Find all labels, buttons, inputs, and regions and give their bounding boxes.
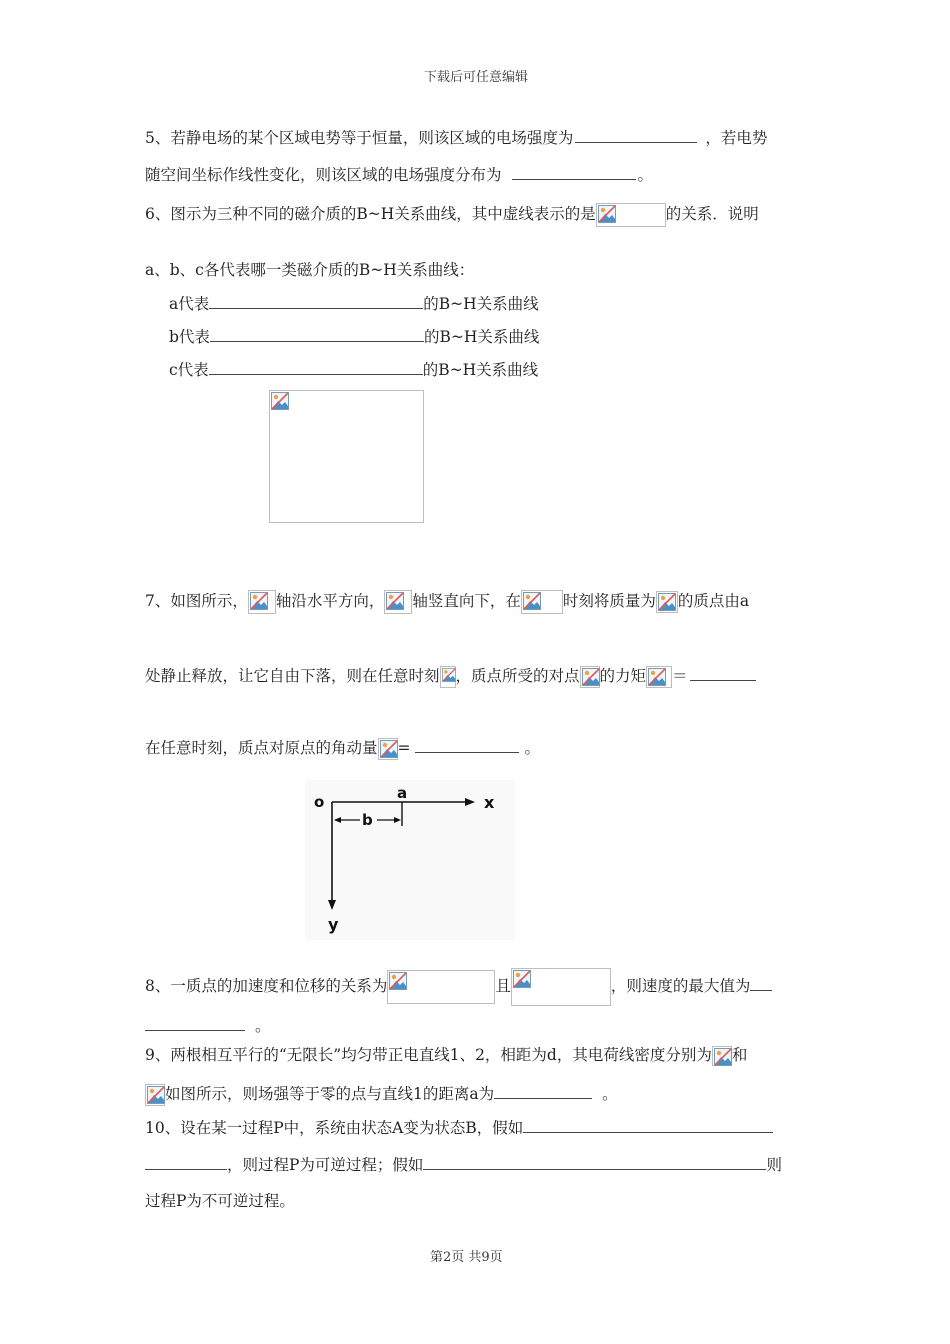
- coordinate-diagram: [305, 780, 515, 940]
- q10-blank-1: [523, 1116, 773, 1133]
- question-9-line-1: [145, 1044, 747, 1066]
- q7-text-3: 轴竖直向下，在: [412, 592, 521, 610]
- q7-mass-image: [656, 591, 678, 613]
- q10-blank-2: [145, 1153, 227, 1170]
- broken-image-icon: [442, 668, 456, 682]
- distance-b-label: b: [362, 811, 373, 829]
- q10-text-2: ，则过程P为可逆过程；假如: [227, 1156, 424, 1174]
- q5-text-3: 随空间坐标作线性变化，则该区域的电场强度分布为: [145, 166, 502, 184]
- q7-angular-momentum-image: [378, 738, 398, 760]
- broken-image-icon: [386, 592, 404, 610]
- broken-image-icon: [389, 972, 407, 990]
- broken-image-icon: [147, 1086, 165, 1104]
- broken-image-icon: [271, 392, 289, 410]
- page-footer: 第2页 共9页: [430, 1250, 503, 1265]
- page-header: 下载后可任意编辑: [424, 70, 529, 85]
- q10-text-3: 则: [766, 1156, 782, 1174]
- q6-answer-a: [169, 292, 539, 315]
- q6-answer-c: [169, 358, 538, 381]
- q7-text-2: 轴沿水平方向，: [275, 592, 385, 610]
- q8-acceleration-formula-image: [387, 970, 495, 1004]
- q7-angular-momentum-blank: [415, 736, 519, 753]
- broken-image-icon: [513, 970, 531, 988]
- q7-text-5: 的质点由a: [677, 592, 750, 610]
- q6-answer-b: [169, 325, 539, 348]
- q6-text-2: 的关系．说明: [665, 205, 759, 223]
- point-a-label: a: [397, 784, 408, 802]
- q8-blank-start: [750, 974, 772, 991]
- q10-text-1: 10、设在某一过程P中，系统由状态A变为状态B，假如: [145, 1119, 524, 1137]
- q5-blank-2: [512, 163, 636, 180]
- question-7-line-3: [145, 736, 540, 760]
- q6-a-suffix: 的B~H关系曲线: [423, 295, 539, 313]
- question-5-line-1: [145, 126, 767, 149]
- q7-equals: ＝: [672, 667, 688, 685]
- q9-end: 。: [602, 1085, 618, 1103]
- q5-text-1: 5、若静电场的某个区域电势等于恒量，则该区域的电场强度为: [145, 129, 574, 147]
- q8-text-1: 8、一质点的加速度和位移的关系为: [145, 977, 388, 995]
- bh-curve-figure-placeholder: [269, 390, 424, 523]
- question-6-line-1: [145, 203, 759, 227]
- q7-text-1: 7、如图所示，: [145, 592, 248, 610]
- q10-blank-3: [423, 1153, 766, 1170]
- q6-b-blank: [210, 325, 424, 342]
- q9-lambda2-image: [145, 1084, 165, 1106]
- q7-time-image: [521, 590, 563, 614]
- broken-image-icon: [648, 668, 666, 686]
- question-7-line-1: [145, 590, 749, 614]
- q8-end: 。: [255, 1017, 271, 1035]
- q7-equals-2: =: [397, 739, 411, 757]
- q7-torque-image: [646, 666, 672, 688]
- broken-image-icon: [523, 592, 541, 610]
- question-6-line-2: a、b、c各代表哪一类磁介质的B~H关系曲线：: [145, 261, 475, 279]
- q6-a-label: a代表: [169, 295, 210, 313]
- origin-label: o: [314, 793, 325, 811]
- q6-a-blank: [209, 292, 423, 309]
- q8-blank: [145, 1014, 245, 1031]
- q9-lambda1-image: [712, 1046, 732, 1066]
- q9-text-3: 如图所示，则场强等于零的点与直线1的距离a为: [165, 1085, 495, 1103]
- q7-torque-blank: [690, 664, 756, 681]
- q8-text-2: 且: [495, 977, 511, 995]
- q5-text-2: ，若电势: [705, 129, 768, 147]
- q9-blank: [494, 1082, 592, 1099]
- question-7-line-2: [145, 664, 756, 688]
- q6-text-1: 6、图示为三种不同的磁介质的B~H关系曲线，其中虚线表示的是: [145, 205, 596, 223]
- q7-end: 。: [524, 739, 541, 757]
- x-axis-label: x: [484, 793, 495, 812]
- q7-text-8: 的力矩: [599, 667, 647, 685]
- q7-text-9: 在任意时刻，质点对原点的角动量: [145, 739, 378, 757]
- q6-c-suffix: 的B~H关系曲线: [422, 361, 539, 379]
- q7-text-7: ，质点所受的对点: [455, 667, 580, 685]
- question-8-line-1: [145, 968, 772, 1006]
- broken-image-icon: [250, 592, 268, 610]
- broken-image-icon: [582, 668, 600, 686]
- broken-image-icon: [714, 1048, 732, 1066]
- question-10-line-2: [145, 1153, 782, 1176]
- question-10-line-3: 过程P为不可逆过程。: [145, 1192, 295, 1210]
- q7-y-symbol-image: [384, 590, 412, 614]
- q7-origin-image: [580, 666, 600, 688]
- q7-x-symbol-image: [248, 590, 276, 614]
- q6-c-label: c代表: [169, 361, 209, 379]
- q7-text-6: 处静止释放，让它自由下落，则在任意时刻: [145, 667, 440, 685]
- broken-image-icon: [380, 740, 398, 758]
- question-5-line-2: [145, 163, 653, 186]
- y-axis-label: y: [328, 915, 339, 934]
- q9-text-2: 和: [731, 1046, 748, 1064]
- question-8-line-2: [145, 1014, 271, 1037]
- q9-text-1: 9、两根相互平行的“无限长”均匀带正电直线1、2，相距为d，其电荷线密度分别为: [145, 1046, 712, 1064]
- question-10-line-1: [145, 1116, 773, 1139]
- question-9-line-2: [145, 1082, 618, 1106]
- q5-end: 。: [637, 166, 654, 184]
- q6-b-label: b代表: [169, 328, 210, 346]
- q7-t-image: [440, 666, 456, 688]
- q8-text-3: ，则速度的最大值为: [610, 977, 751, 995]
- q5-blank-1: [575, 126, 697, 143]
- broken-image-icon: [658, 593, 676, 611]
- q6-image-placeholder: [596, 203, 666, 227]
- q8-condition-formula-image: [511, 968, 611, 1006]
- q6-c-blank: [209, 358, 423, 375]
- q6-b-suffix: 的B~H关系曲线: [423, 328, 540, 346]
- broken-image-icon: [598, 205, 616, 223]
- q7-text-4: 时刻将质量为: [562, 592, 656, 610]
